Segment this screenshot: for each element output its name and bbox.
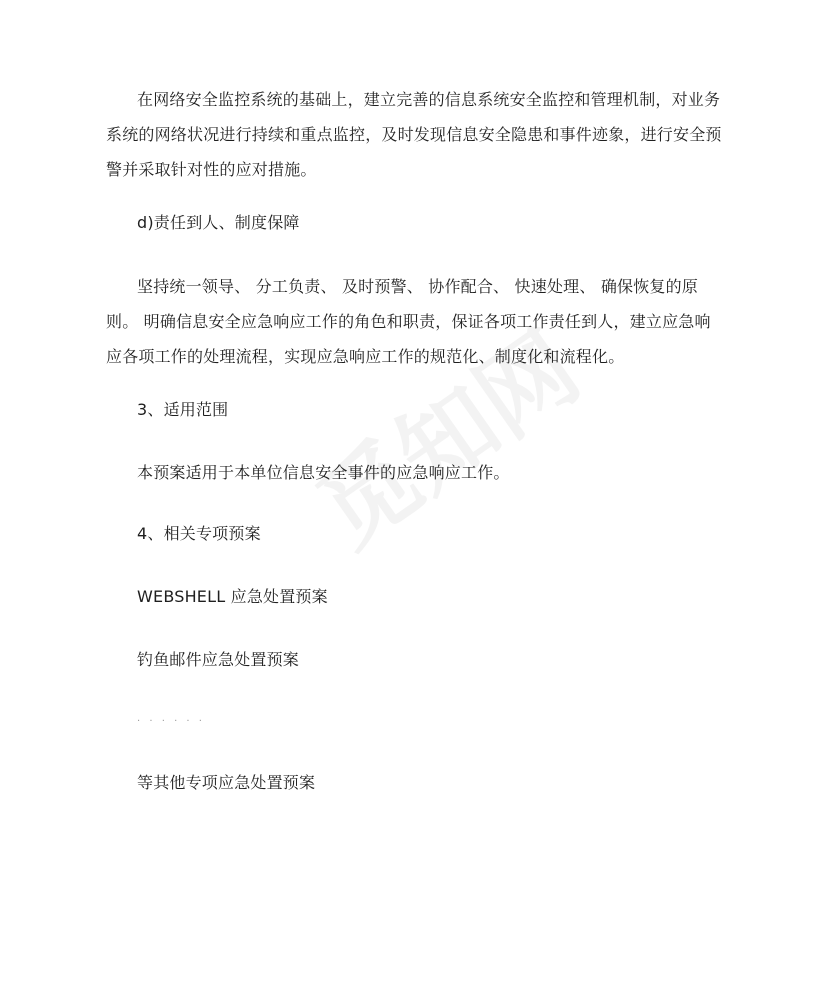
paragraph-principles: 坚持统一领导、 分工负责、 及时预警、 协作配合、 快速处理、 确保恢复的原则。 明确信息安全应急响应工作的角色和职责，保证各项工作责任到人，建立应急响应各项工作的处理流程，实现应急响应工作的规范化、制度化和流程化。 — [106, 277, 711, 366]
ellipsis-dots: · · · · · · — [137, 716, 205, 727]
heading-scope: 3、适用范围 — [137, 400, 229, 419]
paragraph-scope: 本预案适用于本单位信息安全事件的应急响应工作。 — [137, 463, 510, 482]
heading-related-plans: 4、相关专项预案 — [137, 524, 261, 543]
plan-item-other: 等其他专项应急处置预案 — [137, 773, 316, 792]
plan-item-phishing: 钓鱼邮件应急处置预案 — [137, 650, 300, 669]
plan-item-webshell: WEBSHELL 应急处置预案 — [137, 587, 328, 606]
paragraph-monitoring: 在网络安全监控系统的基础上，建立完善的信息系统安全监控和管理机制，对业务系统的网络状况进行持续和重点监控，及时发现信息安全隐患和事件迹象，进行安全预警并采取针对性的应对措施。 — [106, 90, 722, 179]
heading-responsibility: d)责任到人、制度保障 — [137, 213, 300, 232]
